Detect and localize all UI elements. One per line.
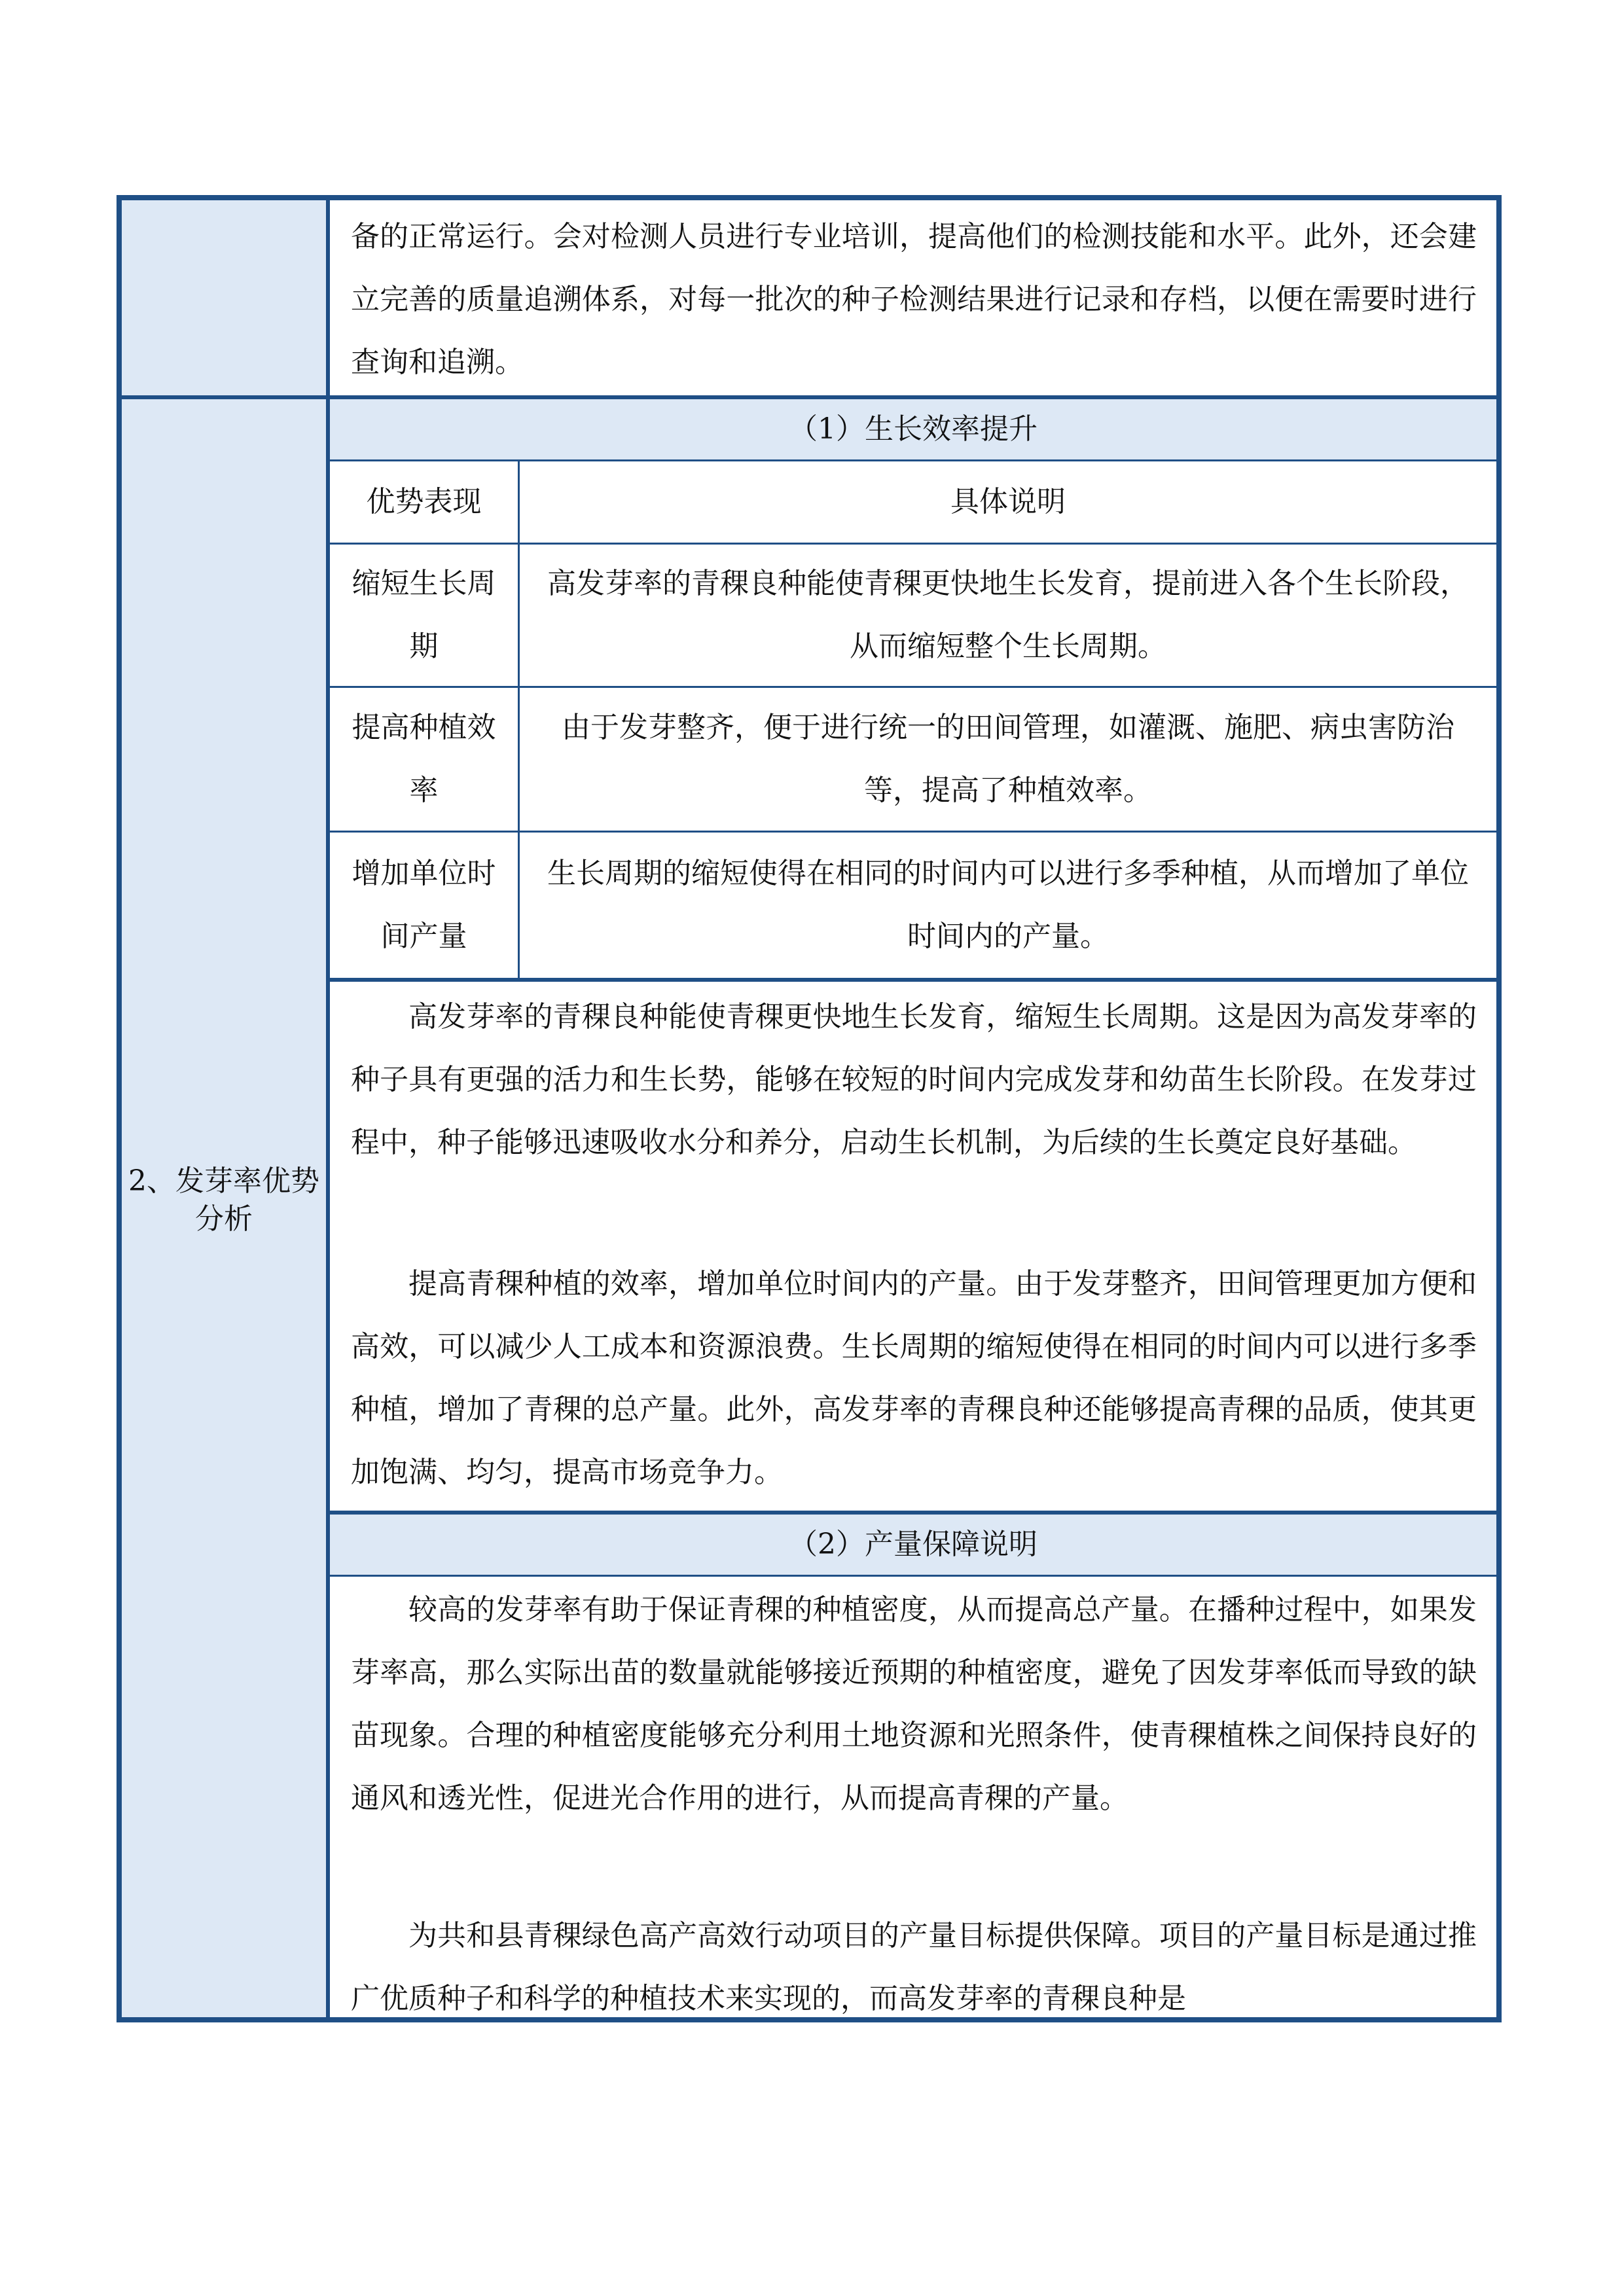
yield-paragraph-2: 为共和县青稞绿色高产高效行动项目的产量目标提供保障。项目的产量目标是通过推广优质种子和科学的种植技术来实现的，而高发芽率的青稞良种是 [351,1919,1477,2015]
growth-paragraph-1: 高发芽率的青稞良种能使青稞更快地生长发育，缩短生长周期。这是因为高发芽率的种子具有更强的活力和生长势，能够在较短的时间内完成发芽和幼苗生长阶段。在发芽过程中，种子能够迅速吸收水分和养分，启动生长机制，为后续的生长奠定良好基础。 [351,1000,1477,1159]
section-title-divider [330,1575,1496,1577]
sub-table-cell-advantage: 缩短生长周期 [330,545,520,686]
sub-table-cell-description: 高发芽率的青稞良种能使青稞更快地生长发育，提前进入各个生长阶段，从而缩短整个生长周期。 [547,567,1469,663]
left-row-divider [122,395,330,399]
content-table [117,195,1502,2022]
sub-table-row [330,833,1496,978]
left-label-column [122,200,330,2017]
section-title-yield-guarantee: （2）产量保障说明 [330,1515,1496,1575]
sub-table-header-row [330,461,1496,543]
sub-table-cell-description: 由于发芽整齐，便于进行统一的田间管理，如灌溉、施肥、病虫害防治等，提高了种植效率。 [562,711,1454,807]
section-title-growth-efficiency: （1）生长效率提升 [330,399,1496,459]
yield-paragraph-1: 较高的发芽率有助于保证青稞的种植密度，从而提高总产量。在播种过程中，如果发芽率高，那么实际出苗的数量就能够接近预期的种植密度，避免了因发芽率低而导致的缺苗现象。合理的种植密度能够充分利用土地资源和光照条件，使青稞植株之间保持良好的通风和透光性，促进光合作用的进行，从而提高青稞的产量。 [351,1593,1477,1815]
right-content-column [330,200,1496,2017]
row-divider [330,978,1496,982]
row1-paragraph: 备的正常运行。会对检测人员进行专业培训，提高他们的检测技能和水平。此外，还会建立完善的质量追溯体系，对每一批次的种子检测结果进行记录和存档，以便在需要时进行查询和追溯。 [351,220,1477,379]
sub-table-cell-advantage: 增加单位时间产量 [330,833,520,978]
row-label-germination-advantage: 2、发芽率优势分析 [128,1164,319,1236]
sub-table-row [330,545,1496,686]
sub-table-header-advantage: 优势表现 [330,461,520,543]
sub-table-row [330,688,1496,831]
sub-table-header-description: 具体说明 [950,485,1066,518]
sub-table-cell-description: 生长周期的缩短使得在相同的时间内可以进行多季种植，从而增加了单位时间内的产量。 [547,857,1469,953]
sub-table-cell-advantage: 提高种植效率 [330,688,520,831]
growth-paragraph-2: 提高青稞种植的效率，增加单位时间内的产量。由于发芽整齐，田间管理更加方便和高效，可以减少人工成本和资源浪费。生长周期的缩短使得在相同的时间内可以进行多季种植，增加了青稞的总产量。此外，高发芽率的青稞良种还能够提高青稞的品质，使其更加饱满、均匀，提高市场竞争力。 [351,1267,1477,1489]
